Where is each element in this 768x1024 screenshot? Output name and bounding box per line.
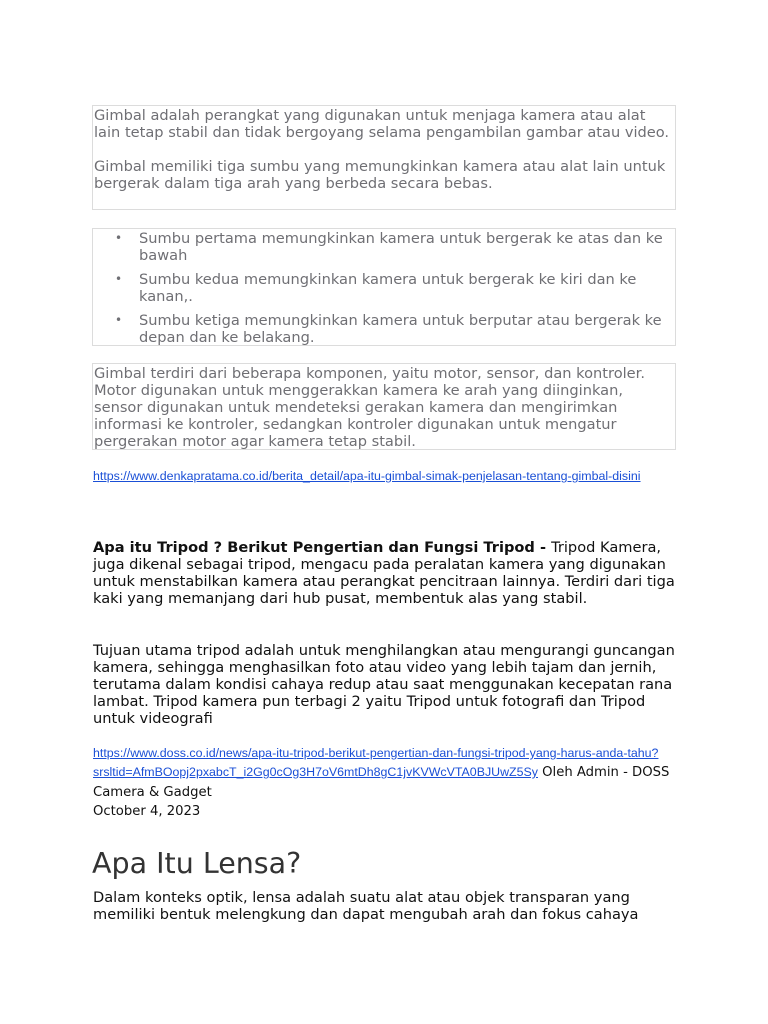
tripod-source-block [93, 743, 677, 802]
tripod-source-link[interactable]: https://www.doss.co.id/news/apa-itu-tripod-berikut-pengertian-dan-fungsi-tripod-yang-harus-anda-tahu?srsltid=AfmBOopj2pxabcT_i2Gg0cOg3H7oV6mtDh8gC1jvKVWcVTA0BJUwZ5Sy [93, 746, 659, 779]
tripod-date: October 4, 2023 [93, 804, 201, 819]
tripod-intro-paragraph [93, 539, 683, 607]
gimbal-source-block [93, 466, 677, 485]
gimbal-axes-list [93, 230, 675, 346]
tripod-purpose-paragraph: Tujuan utama tripod adalah untuk menghilangkan atau mengurangi guncangan kamera, sehingga menghasilkan foto atau video yang lebih tajam dan jernih, terutama dalam kondisi cahaya redup atau saat menggunakan kecepatan rana lambat. Tripod kamera pun terbagi 2 yaitu Tripod untuk fotografi dan Tripod untuk videografi [93, 642, 675, 727]
tripod-author: Oleh Admin - DOSS Camera & Gadget [93, 765, 670, 800]
list-item: • Sumbu ketiga memungkinkan kamera untuk berputar atau bergerak ke depan dan ke belakang. [93, 312, 675, 346]
gimbal-intro-box [92, 105, 676, 210]
tripod-intro-text: Tripod Kamera, juga dikenal sebagai tripod, mengacu pada peralatan kamera yang digunakan untuk menstabilkan kamera atau perangkat pencitraan lainnya. Terdiri dari tiga kaki yang memanjang dari hub pusat, membentuk alas yang stabil. [93, 539, 675, 607]
gimbal-intro-paragraph: Gimbal adalah perangkat yang digunakan untuk menjaga kamera atau alat lain tetap stabil dan tidak bergoyang selama pengambilan gambar atau video. [94, 107, 670, 141]
tripod-heading-separator: - [534, 539, 552, 556]
lensa-title: Apa Itu Lensa? [92, 847, 302, 880]
tripod-heading: Apa itu Tripod ? Berikut Pengertian dan Fungsi Tripod [93, 539, 535, 556]
gimbal-source-link[interactable]: https://www.denkapratama.co.id/berita_detail/apa-itu-gimbal-simak-penjelasan-tentang-gimbal-disini [93, 469, 641, 483]
list-item: • Sumbu pertama memungkinkan kamera untuk bergerak ke atas dan ke bawah [93, 230, 675, 264]
gimbal-components-box [92, 363, 676, 450]
list-item: • Sumbu kedua memungkinkan kamera untuk bergerak ke kiri dan ke kanan,. [93, 271, 675, 305]
gimbal-axes-intro-paragraph: Gimbal memiliki tiga sumbu yang memungkinkan kamera atau alat lain untuk bergerak dalam tiga arah yang berbeda secara bebas. [94, 158, 666, 192]
gimbal-components-paragraph: Gimbal terdiri dari beberapa komponen, yaitu motor, sensor, dan kontroler. Motor digunakan untuk menggerakkan kamera ke arah yang diinginkan, sensor digunakan untuk mendeteksi gerakan kamera dan mengirimkan informasi ke kontroler, sedangkan kontroler digunakan untuk mengatur pergerakan motor agar kamera tetap stabil. [94, 365, 645, 450]
lensa-paragraph: Dalam konteks optik, lensa adalah suatu alat atau objek transparan yang memiliki bentuk melengkung dan dapat mengubah arah dan fokus cahaya [93, 889, 639, 923]
gimbal-axes-box [92, 228, 676, 346]
